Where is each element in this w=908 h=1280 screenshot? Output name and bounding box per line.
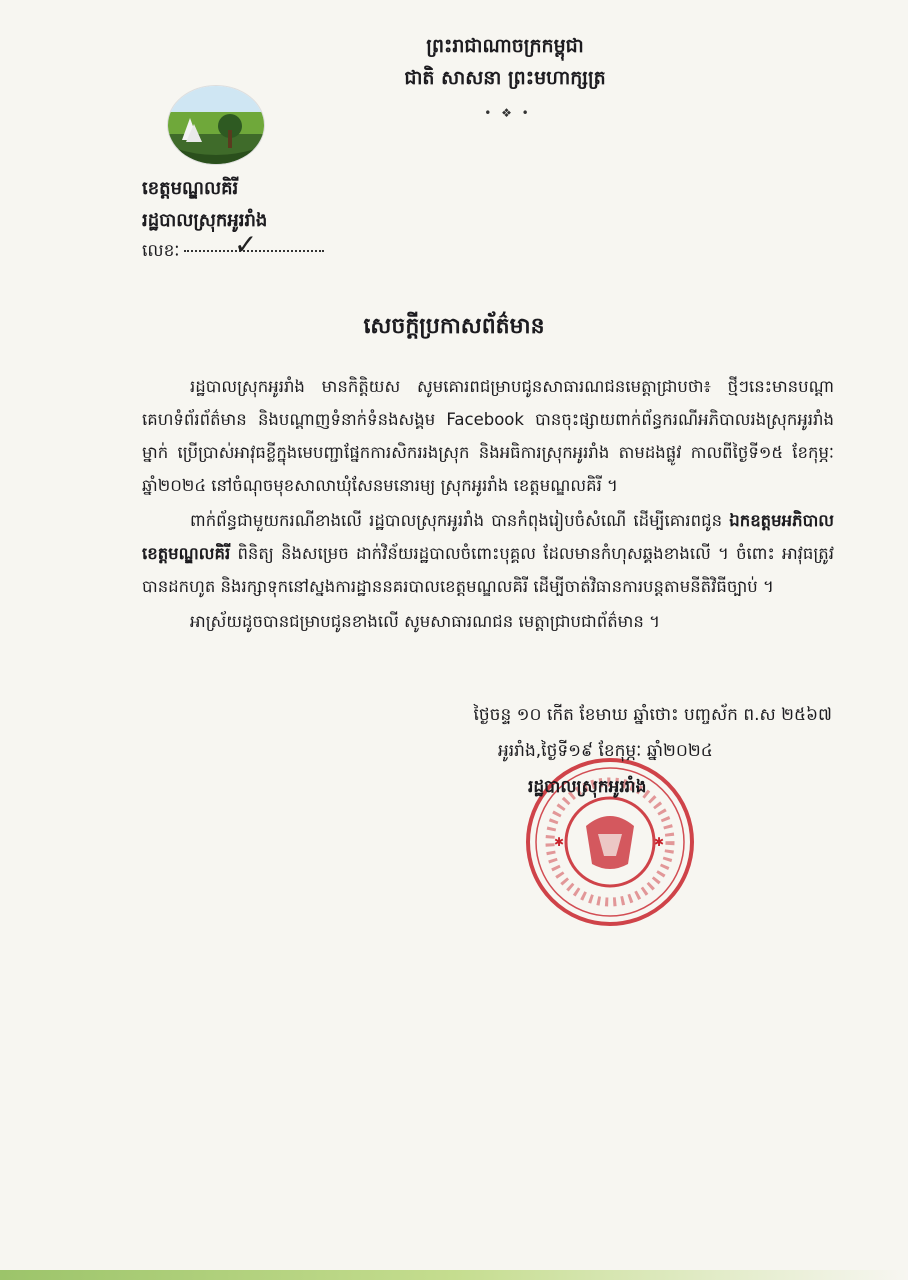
nation-motto: ជាតិ សាសនា ព្រះមហាក្សត្រ	[404, 67, 606, 89]
para2-text-start: ពាក់ព័ន្ធជាមួយករណីខាងលើ រដ្ឋបាលស្រុកអូររាំង បានកំពុងរៀបចំសំណើ ដើម្បីគោរពជូន	[190, 511, 730, 530]
governor-title: ឯកឧត្តមអភិបាលខេត្តមណ្ឌលគិរី	[142, 511, 834, 563]
kingdom-motto: ព្រះរាជាណាចក្រកម្ពុជា	[426, 35, 584, 57]
svg-text:✱: ✱	[554, 835, 565, 849]
para2-text-end: ពិនិត្យ និងសម្រេច ដាក់វិន័យរដ្ឋបាលចំពោះបុគ្គល ដែលមានកំហុសឆ្គងខាងលើ ។ ចំពោះ អាវុធត្រូវបានដកហូត និងរក្សាទុកនៅស្នងការដ្ឋាននគរបាលខេត្តមណ្ឌលគិរី ដើម្បីចាត់វិធានការបន្តតាមនីតិវិធីច្បាប់ ។	[142, 544, 834, 596]
svg-text:✱: ✱	[654, 835, 665, 849]
bottom-edge	[0, 1270, 908, 1280]
body-paragraph-3: អាស្រ័យដូចបានជម្រាបជូនខាងលើ សូមសាធារណជន មេត្តាជ្រាបជាព័ត៌មាន ។	[190, 612, 660, 631]
lunar-date: ថ្ងៃចន្ទ ១០ កើត ខែមាឃ ឆ្នាំថោះ បញ្ចស័ក ព.ស ២៥៦៧	[473, 705, 832, 725]
district-office-name: រដ្ឋបាលស្រុកអូររាំង	[142, 210, 268, 231]
motto-ornament: • ❖ •	[484, 106, 532, 120]
signing-authority: រដ្ឋបាលស្រុកអូររាំង	[528, 777, 647, 797]
body-paragraph-2	[142, 504, 834, 603]
province-name: ខេត្តមណ្ឌលគិរី	[142, 178, 239, 199]
document-title: សេចក្តីប្រកាសព័ត៌មាន	[363, 314, 545, 339]
body-paragraph-1: រដ្ឋបាលស្រុកអូររាំង មានកិត្តិយស សូមគោរពជម្រាបជូនសាធារណជនមេត្តាជ្រាបថា៖ ថ្មីៗនេះមានបណ្តាគេហទំព័រព័ត៌មាន និងបណ្តាញទំនាក់ទំនងសង្គម Facebook បានចុះផ្សាយពាក់ព័ន្ធករណីអភិបាលរងស្រុកអូររាំងម្នាក់ ប្រើប្រាស់អាវុធខ្លីក្នុងមេបញ្ជាផ្នែកការសិកររងស្រុក និងអធិការស្រុកអូររាំង តាមដងផ្លូវ កាលពីថ្ងៃទី១៥ ខែកុម្ភៈ ឆ្នាំ២០២៤ នៅចំណុចមុខសាលាឃុំសែនមនោរម្យ ស្រុកអូររាំង ខេត្តមណ្ឌលគិរី ។	[142, 377, 834, 495]
reference-number	[142, 228, 324, 265]
reference-label: លេខៈ	[142, 241, 180, 261]
district-emblem-icon	[168, 86, 264, 164]
checkmark-icon: ✓	[234, 228, 258, 261]
document-body	[142, 370, 834, 640]
solar-date: អូររាំង,ថ្ងៃទី១៩ ខែកុម្ភៈ ឆ្នាំ២០២៤	[498, 741, 713, 761]
